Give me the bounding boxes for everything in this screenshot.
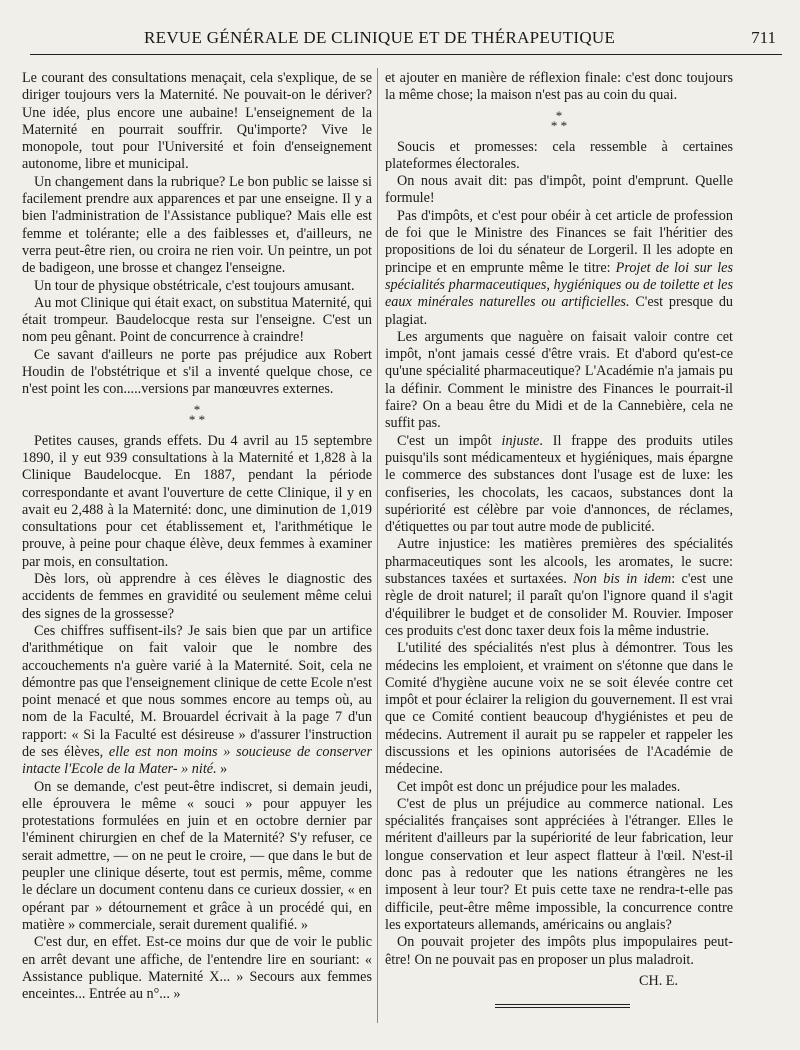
paragraph: C'est dur, en effet. Est-ce moins dur que de voir le public en arrêt devant une affiche, de l'entendre lire en souriant: « Assistance publique. Maternité X... » Secours aux femmes enceintes... Entrée au n°... » [22, 934, 372, 1003]
paragraph: C'est de plus un préjudice au commerce national. Les spécialités françaises sont appréciées à l'étranger. Elles le méritent d'ailleurs par la supériorité de leur fabrication, leur longue conservation et leur aspect flatteur à l'œil. N'est-il donc pas à redouter que les nations étrangères ne les imposent à leur tour? Et puis cette taxe ne rendra-t-elle pas difficile, peut-être même impossible, la concurrence contre les exportateurs allemands, américains ou anglais? [385, 795, 733, 933]
italic-bill-title: Projet de loi sur les spécialités pharmaceutiques, hygiéniques ou de toilette et les eaux minérales naturelles ou artificielles. [385, 259, 734, 311]
paragraph: On pouvait projeter des impôts plus impopulaires peut-être! On ne pouvait pas en proposer un plus maladroit. [385, 934, 733, 968]
running-header [30, 26, 782, 55]
paragraph: Un changement dans la rubrique? Le bon public se laisse si facilement prendre aux apparences et par une enseigne. Il y a bien l'administration de l'Assistance publique? Mais elle est femme et tolérante; elle a des faiblesses et, d'ailleurs, ne verra peut-être rien, ou croira ne rien voir. Un peintre, un pot de badigeon, une brosse et changez l'enseigne. [22, 173, 372, 277]
paragraph: Soucis et promesses: cela ressemble à certaines plateformes électorales. [385, 138, 733, 172]
italic-word: injuste [501, 432, 540, 449]
paragraph [385, 536, 733, 640]
paragraph-text: C'est presque du plagiat. [385, 294, 734, 328]
paragraph: Ce savant d'ailleurs ne porte pas préjudice aux Robert Houdin de l'obstétrique et s'il a inventé quelque chose, ce n'est point les con.....versions par manœuvres externes. [22, 346, 372, 398]
author-signature: CH. E. [638, 972, 678, 989]
paragraph: On nous avait dit: pas d'impôt, point d'emprunt. Quelle formule! [385, 173, 733, 207]
paragraph-text: Autre injustice: les matières premières des spécialités pharmaceutiques sont les alcools, les aromates, le sucre: substances taxées et surtaxées. [385, 536, 733, 588]
paragraph-text: C'est un impôt [397, 432, 492, 449]
section-separator-stars: * * * [188, 401, 206, 427]
paragraph-text: Pas d'impôts, et c'est pour obéir à cet article de profession de foi que le Ministre des Finances se fait l'héritier des propositions de loi du sénateur de Lorgeril. Il les adopte en principe et en emprunte même le titre: [385, 207, 733, 276]
paragraph [385, 208, 733, 329]
paragraph: Les arguments que naguère on faisait valoir contre cet impôt, n'ont jamais cessé d'être vrais. Et d'abord qu'est-ce qu'une spécialité pharmaceutique? L'Académie n'a jamais pu la définir. Comment le ministre des Finances le pourrait-il faire? On a beau être du Midi et de la Cannebière, cela ne suffit pas. [385, 328, 733, 432]
paragraph: Au mot Clinique qui était exact, on substitua Maternité, qui était trompeur. Baudelocque resta sur l'enseigne. C'est un nom peu gênant. Point de concurrence à craindre! [22, 294, 372, 346]
paragraph: Cet impôt est donc un préjudice pour les malades. [397, 778, 681, 795]
paragraph: et ajouter en manière de réflexion finale: c'est donc toujours la même chose; la maison n'est pas au coin du quai. [385, 70, 733, 104]
paragraph: Dès lors, où apprendre à ces élèves le diagnostic des accidents de femmes en gravidité ou seulement même celui des signes de la grossesse? [22, 571, 372, 622]
paragraph [22, 623, 372, 779]
italic-quote: elle est non moins » soucieuse de conserver intacte l'Ecole de la Mater- » nité. [22, 743, 373, 778]
paragraph-text: : c'est une règle de droit naturel; il paraît qu'on l'ignore quand il s'agit d'équilibrer le budget et de consolider M. Rouvier. Imposer ces produits c'est donc taxer deux fois la même industrie. [385, 571, 734, 639]
journal-title: REVUE GÉNÉRALE DE CLINIQUE ET DE THÉRAPEUTIQUE [144, 28, 616, 47]
end-rule [495, 1004, 630, 1008]
paragraph: On se demande, c'est peut-être indiscret, si demain jeudi, elle éprouvera le même « souci » pour appuyer les protestations formulées en juin et en octobre dernier par l'éminent chirurgien en chef de la Maternité? S'y refuser, ce serait admettre, — on ne peut le croire, — que dans le but de peupler une clinique déserte, tout est permis, même, comme le déclare un document contenu dans ce curieux dossier, « en opérant par » détournement et grâce à un procédé qui, en matière » commerciale, serait durement qualifié. » [22, 778, 372, 933]
italic-latin: Non bis in idem [573, 571, 672, 588]
paragraph-text: Ces chiffres suffisent-ils? Je sais bien que par un artifice d'arithmétique on fait valoir que le nombre des accouchements n'a guère varié à la Maternité. Soit, cela ne démontre pas que l'enseignement clinique de cette Ecole n'est point menacé et que nous sommes encore au temps où, au nom de la Faculté, M. Brouardel écrivait à la page 7 d'un rapport: « Si la Faculté est désireuse » d'assurer l'instruction de ses élèves, [22, 622, 372, 760]
column-divider [377, 68, 378, 1023]
paragraph: L'utilité des spécialités n'est plus à démontrer. Tous les médecins les emploient, et vraiment on s'étonne que dans le Comité d'hygiène aucune voix ne se soit élevée contre cet impôt et pour éclairer la religion du gouvernement. Il est vrai que ce Comité contient beaucoup d'hygiénistes et peu de médecins. Autrement il aurait pu se rappeler et rappeler les discussions et les opinions autorisées de l'Académie de médecine. [385, 640, 733, 778]
page-number: 711 [751, 28, 776, 47]
paragraph-text: . Il frappe des produits utiles puisqu'ils sont médicamenteux et hygiéniques, mais épargne le commerce des substances dont l'usage est de luxe: les confiseries, les chocolats, les cacaos, substances dont la supériorité est célèbre par voie d'annonces, de réclames, d'étiquettes ou par tout autre mode de publicité. [385, 432, 733, 536]
paragraph: Le courant des consultations menaçait, cela s'explique, de se diriger toujours vers la Maternité. Ne pouvait-on le dériver? Une idée, plus encore une aubaine! L'enseignement de la Maternité en pourrait souffrir. Qu'importe? Vive le monopole, tout pour l'Université et foin d'enseignement autonome, libre et municipal. [22, 70, 372, 173]
left-column [22, 70, 372, 1003]
paragraph [385, 433, 733, 537]
paragraph: Petites causes, grands effets. Du 4 avril au 15 septembre 1890, il y eut 939 consultations à la Maternité et 1,828 à la Clinique Baudelocque. En 1887, pendant la période correspondante et avant l'ouverture de cette Clinique, il y en avait eu 2,488 à la Maternité: donc, une diminution de 1,019 consultations pour cet établissement et, l'arithmétique le prouve, à peine pour chaque élève, deux femmes à examiner par mois, en consultation. [22, 432, 372, 570]
section-separator-stars: * * * [550, 107, 568, 133]
quote-end: » [216, 761, 228, 778]
paragraph: Un tour de physique obstétricale, c'est toujours amusant. [34, 277, 355, 294]
right-column [385, 70, 733, 1008]
